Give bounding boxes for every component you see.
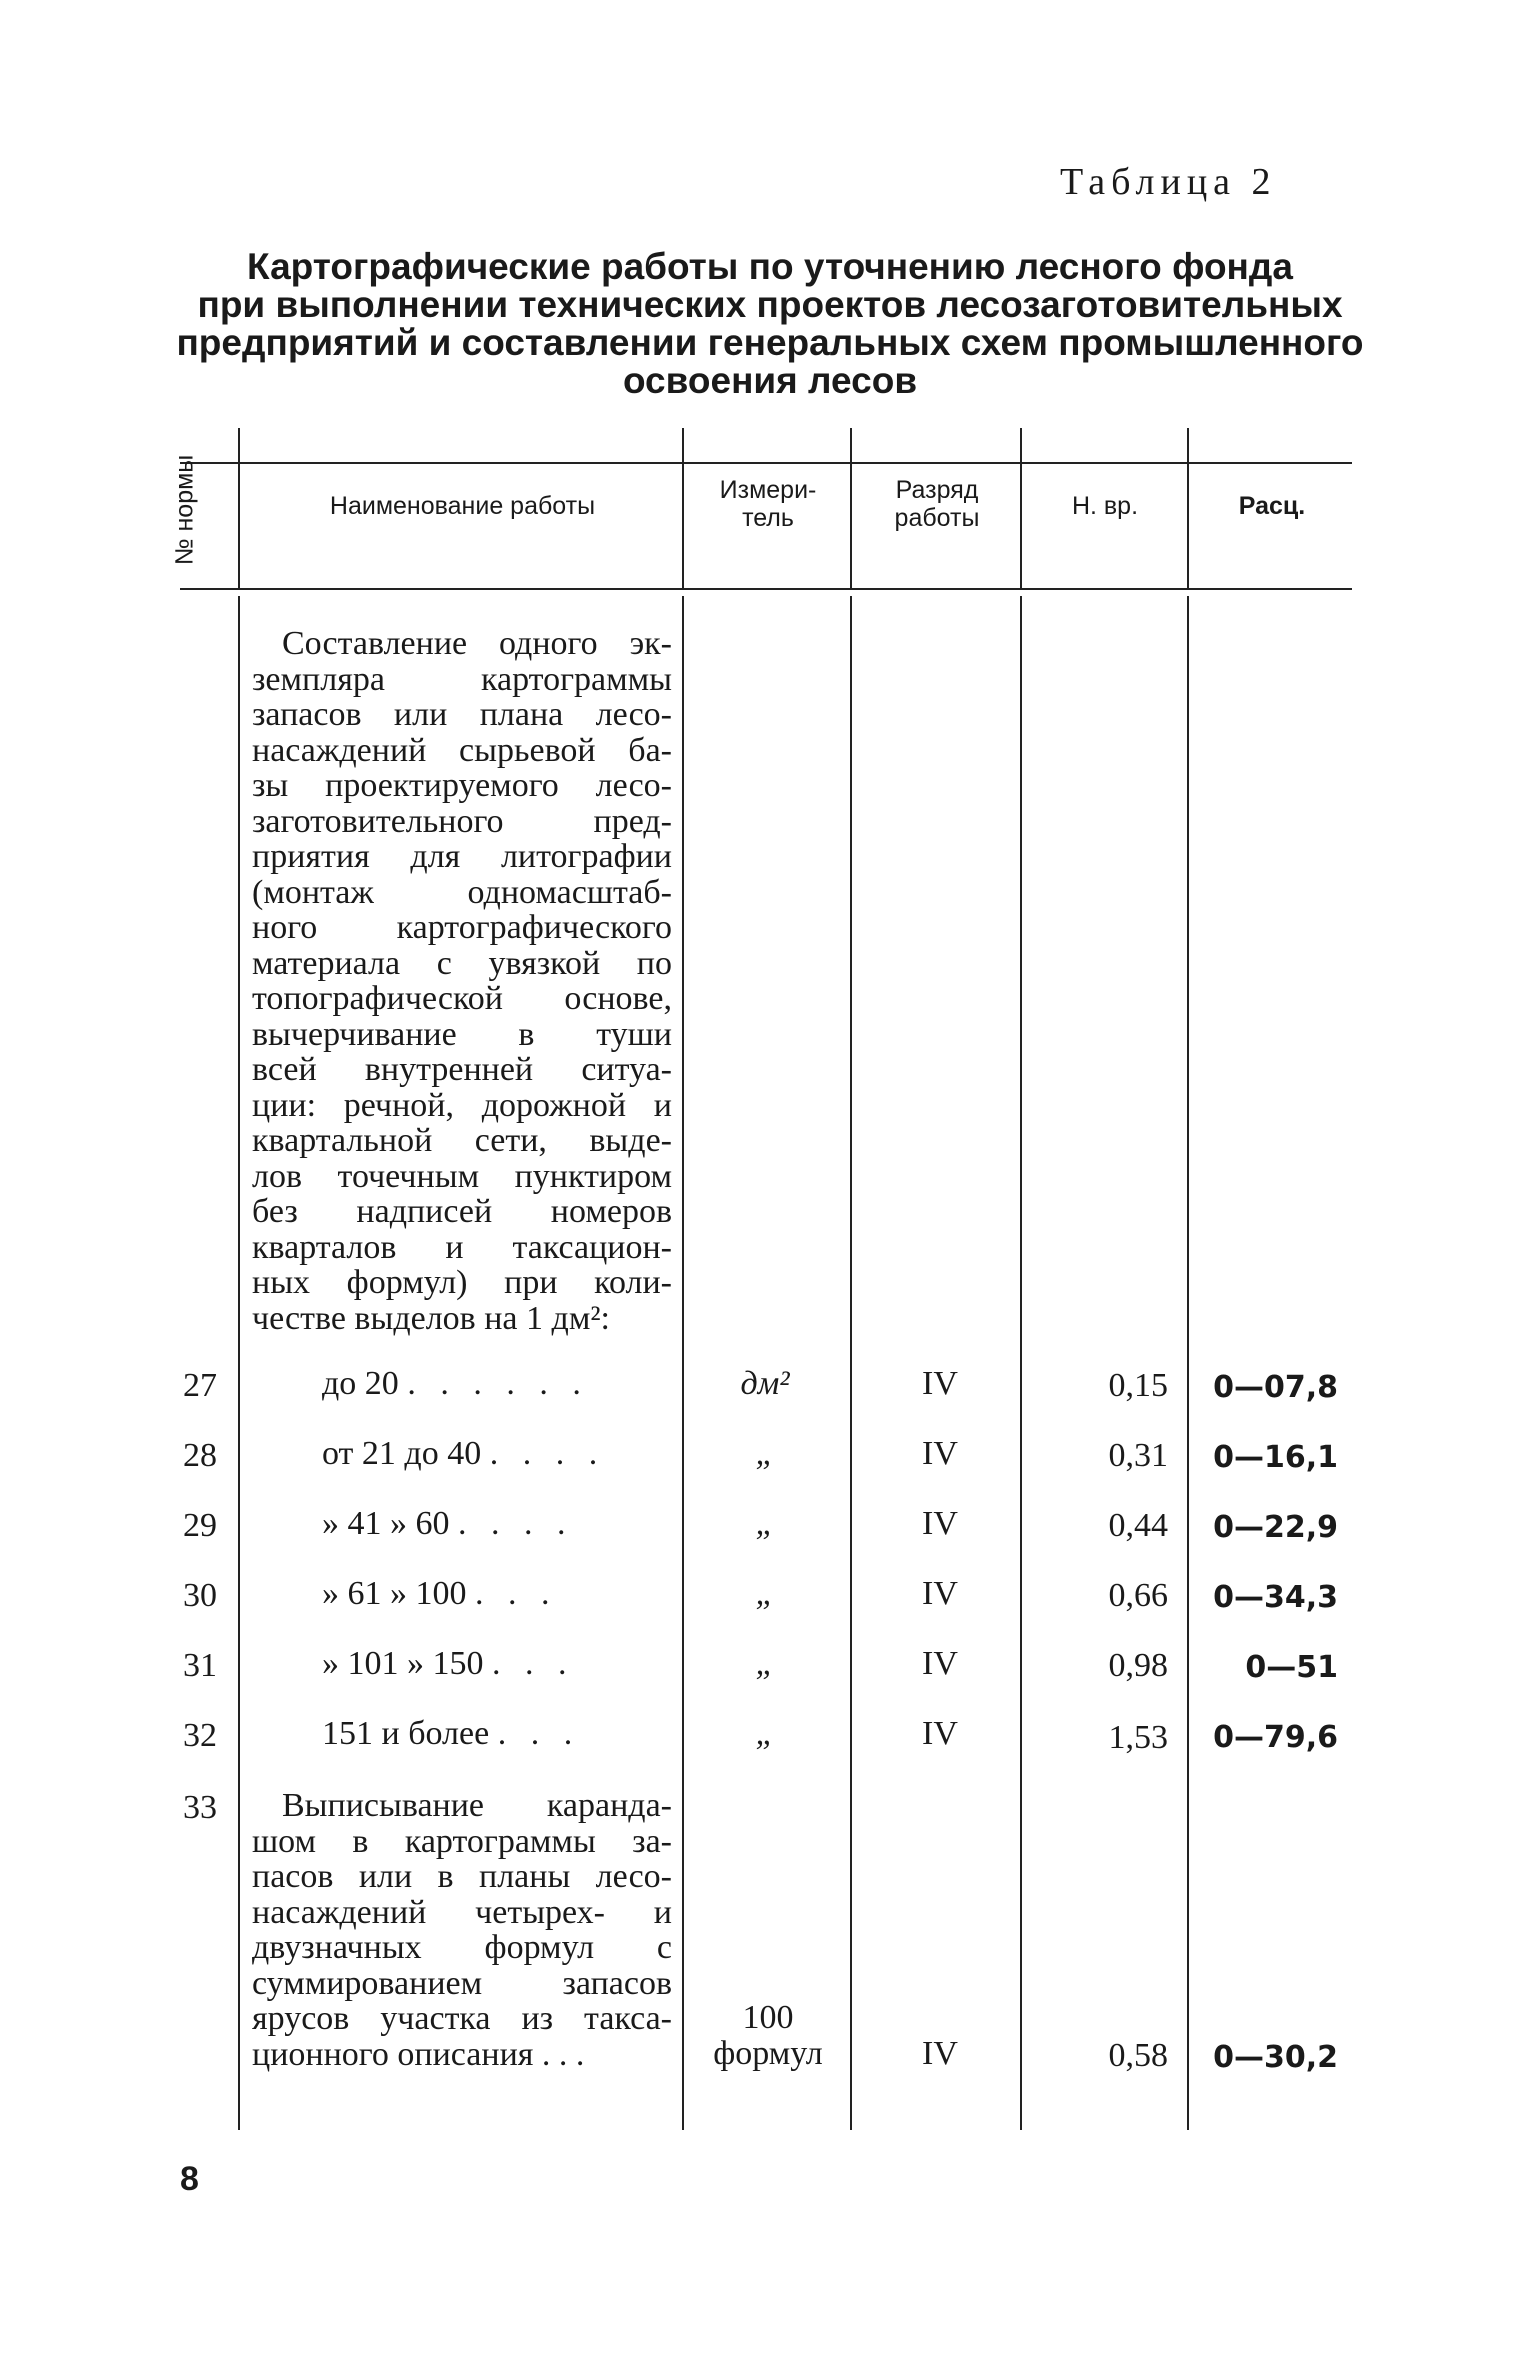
row33-unit-line: формул [713, 2035, 823, 2072]
row-number: 28 [183, 1437, 217, 1474]
row-rate: 0—79,6 [1213, 1720, 1338, 1755]
row-item-text: до 20 [322, 1365, 399, 1402]
description-line: лов точечным пунктиром [252, 1157, 672, 1195]
row-unit: „ [755, 1505, 775, 1542]
row-item-dots: . . . . [489, 1435, 606, 1472]
row-item [322, 1576, 672, 1612]
row-item-dots: . . . . [458, 1505, 574, 1542]
row-grade: IV [922, 1435, 958, 1472]
header-grade-line: работы [894, 504, 980, 532]
description-line: ции: речной, дорожной и [252, 1086, 672, 1124]
column-divider [1187, 428, 1189, 588]
table-top-rule [180, 462, 1352, 464]
row33-unit-line: 100 [742, 1999, 794, 2036]
row-item [322, 1506, 672, 1542]
description-line: шом в картограммы за- [252, 1822, 672, 1860]
row-item-dots: . . . . . . [407, 1365, 589, 1402]
description-line: запасов или плана лесо- [252, 696, 672, 733]
row-rate: 0—51 [1245, 1650, 1338, 1685]
row-number: 29 [183, 1507, 217, 1544]
header-bottom-rule [180, 588, 1352, 590]
description-line: всей внутренней ситуа- [252, 1051, 672, 1088]
description-line: ных формул) при коли- [252, 1264, 672, 1301]
description-line: вычерчивание в туши [252, 1015, 672, 1053]
description-line: материала с увязкой по [252, 944, 672, 982]
row-item [322, 1366, 672, 1402]
description-line: суммированием запасов [252, 1964, 672, 2002]
description-line: пасов или в планы лесо- [252, 1858, 672, 1895]
row-grade: IV [922, 1365, 958, 1402]
row-unit: „ [755, 1435, 775, 1472]
row-time: 1,53 [1108, 1719, 1168, 1756]
description-line: квартальной сети, выде- [252, 1122, 672, 1159]
row-rate: 0—22,9 [1213, 1510, 1338, 1545]
header-unit-line: тель [742, 504, 794, 532]
description-line: ного картографического [252, 909, 672, 946]
column-divider [1020, 596, 1022, 2130]
description-line: насаждений сырьевой ба- [252, 731, 672, 769]
row33-description [252, 1788, 672, 2072]
row-grade: IV [922, 1575, 958, 1612]
row-item [322, 1716, 672, 1752]
row-rate: 0—16,1 [1213, 1440, 1338, 1475]
description-line: ярусов участка из такса- [252, 2000, 672, 2037]
row-time: 0,31 [1108, 1437, 1168, 1474]
row-rate: 0—34,3 [1213, 1580, 1338, 1615]
document-title [160, 248, 1380, 400]
description-line: Составление одного эк- [282, 625, 672, 662]
header-grade-line: Разряд [895, 476, 979, 504]
row-number: 33 [183, 1789, 217, 1826]
title-line: при выполнении технических проектов лесозаготовительных [197, 284, 1343, 325]
row-item-text: » 61 » 100 [322, 1575, 467, 1612]
table-label: Таблица 2 [1060, 161, 1277, 203]
title-line: освоения лесов [622, 360, 918, 401]
row-number: 27 [183, 1367, 217, 1404]
title-line: предприятий и составлении генеральных схем промышленного [176, 322, 1364, 363]
row-rate: 0—07,8 [1213, 1370, 1338, 1405]
header-unit [688, 476, 848, 532]
row33-unit [688, 2000, 848, 2072]
row-grade: IV [922, 1505, 958, 1542]
header-grade [856, 476, 1018, 532]
row-item-text: от 21 до 40 [322, 1435, 482, 1472]
row-item [322, 1436, 672, 1472]
row-unit: дм² [740, 1365, 790, 1402]
column-divider [850, 428, 852, 588]
row-number: 31 [183, 1647, 217, 1684]
row-item-text: » 41 » 60 [322, 1505, 450, 1542]
row-item-text: 151 и более [322, 1715, 490, 1752]
column-divider [682, 596, 684, 2130]
header-time: Н. вр. [1071, 492, 1139, 520]
title-line: Картографические работы по уточнению лесного фонда [247, 246, 1293, 287]
row-number: 30 [183, 1577, 217, 1614]
header-norm-label: № нормы [170, 454, 199, 566]
column-divider [1020, 428, 1022, 588]
row-time: 0,15 [1108, 1367, 1168, 1404]
description-line: двузначных формул с [252, 1929, 672, 1966]
header-unit-line: Измери- [719, 476, 817, 504]
description-line: заготовительного пред- [252, 802, 672, 840]
row-item-dots: . . . [497, 1715, 581, 1752]
row-grade: IV [922, 1715, 958, 1752]
row-time: 0,44 [1108, 1507, 1168, 1544]
header-norm-number [170, 435, 200, 585]
column-divider [682, 428, 684, 588]
description-line: без надписей номеров [252, 1193, 672, 1230]
description-line: приятия для литографии [252, 838, 672, 875]
section-description [252, 626, 672, 1336]
row-unit: „ [755, 1575, 775, 1612]
row-item-text: » 101 » 150 [322, 1645, 484, 1682]
description-line: земпляра картограммы [252, 660, 672, 698]
column-divider [850, 596, 852, 2130]
description-line: зы проектируемого лесо- [252, 767, 672, 804]
row-unit: „ [755, 1715, 775, 1752]
row-item-dots: . . . [475, 1575, 558, 1612]
page-number: 8 [180, 2160, 199, 2198]
description-line: ционного описания . . . [252, 2035, 585, 2073]
row-item [322, 1646, 672, 1682]
row-grade: IV [922, 1645, 958, 1682]
row-time: 0,58 [1108, 2037, 1168, 2074]
description-line: Выписывание каранда- [282, 1787, 672, 1824]
column-divider [1187, 596, 1189, 2130]
column-divider [238, 596, 240, 2130]
row-grade: IV [922, 2035, 958, 2072]
header-work-name: Наименование работы [329, 492, 596, 520]
column-divider [238, 428, 240, 588]
description-line: топографической основе, [252, 980, 672, 1017]
description-line: честве выделов на 1 дм²: [252, 1299, 610, 1337]
header-rate: Расц. [1238, 492, 1306, 520]
row-number: 32 [183, 1717, 217, 1754]
row-item-dots: . . . [492, 1645, 575, 1682]
row-rate: 0—30,2 [1213, 2040, 1338, 2075]
row-time: 0,66 [1108, 1577, 1168, 1614]
description-line: насаждений четырех- и [252, 1893, 672, 1931]
description-line: (монтаж одномасштаб- [252, 873, 672, 911]
row-unit: „ [755, 1645, 775, 1682]
description-line: кварталов и таксацион- [252, 1228, 672, 1266]
row-time: 0,98 [1108, 1647, 1168, 1684]
